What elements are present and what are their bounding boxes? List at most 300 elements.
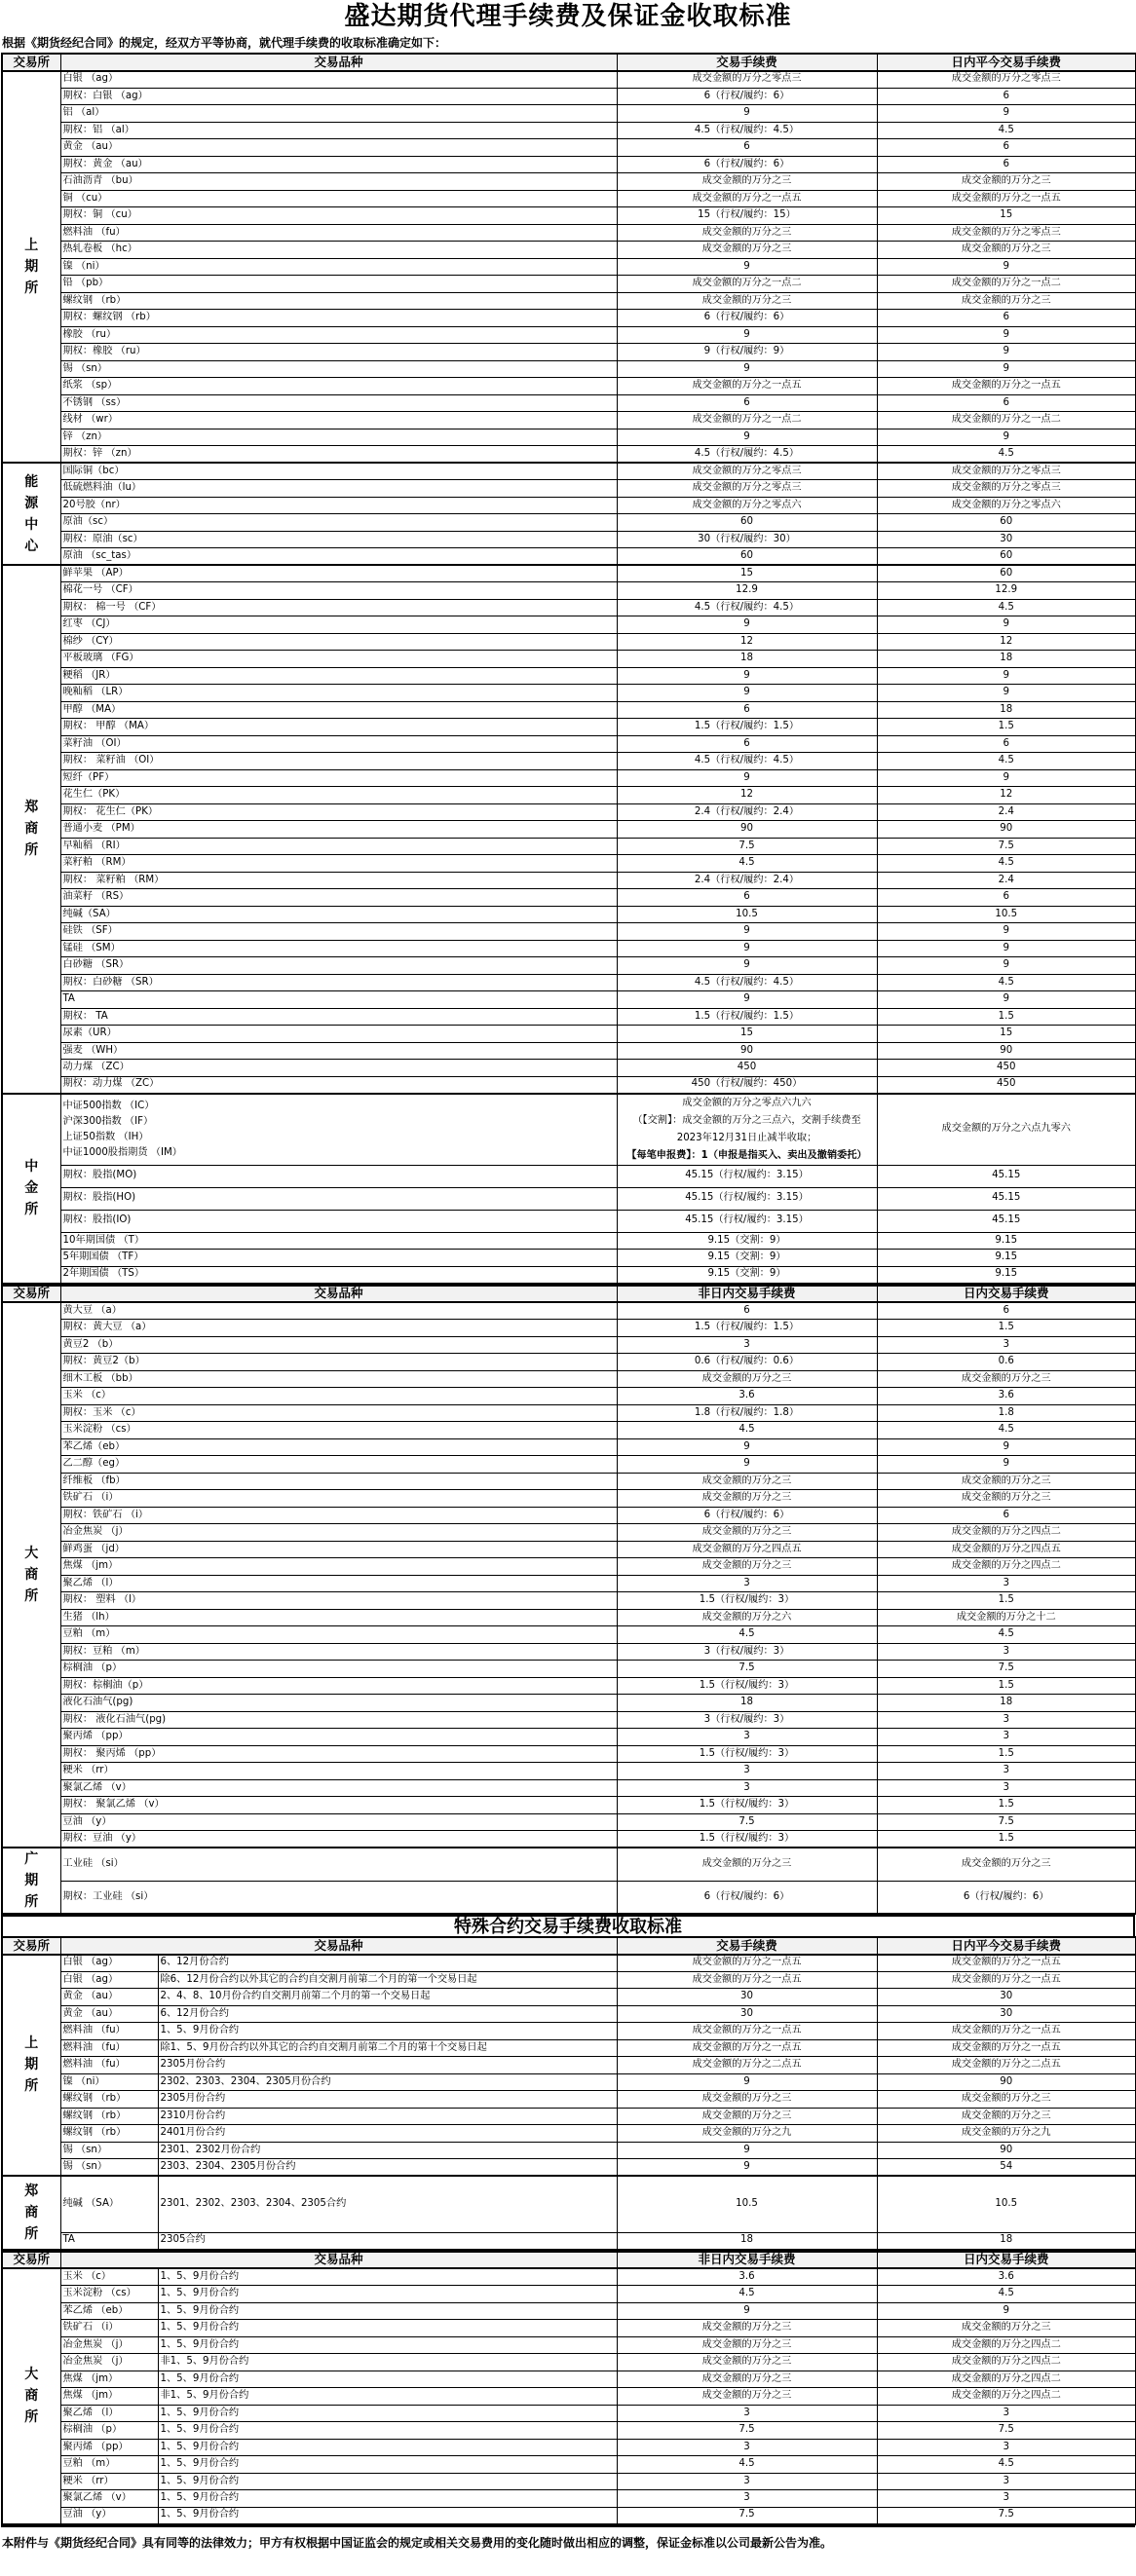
intraday-fee-value: 成交金额的万分之零点三 <box>877 224 1136 242</box>
product-name: 聚丙烯 （pp） <box>60 2439 158 2456</box>
intraday-fee-value: 7.5 <box>877 1661 1136 1678</box>
intraday-fee-value: 3 <box>877 2439 1136 2456</box>
product-name: 冶金焦炭 （j） <box>60 2336 158 2354</box>
intraday-fee-value: 60 <box>877 514 1136 532</box>
product-name: 热轧卷板 （hc） <box>60 242 617 259</box>
fee-value: 7.5 <box>617 838 877 855</box>
table-row <box>2 2142 1136 2159</box>
fee-value: 0.6（行权/履约：0.6） <box>617 1354 877 1371</box>
product-name: 线材 （wr） <box>60 412 617 429</box>
intraday-fee-value: 4.5 <box>877 2456 1136 2474</box>
fee-value: 6 <box>617 394 877 412</box>
fee-value: 9.15（交割：9） <box>617 1250 877 1267</box>
contract-scope: 1、5、9月份合约 <box>158 2507 617 2524</box>
fee-value: 9 <box>617 923 877 941</box>
section-dce <box>2 1302 1136 1848</box>
fee-value: 1.8（行权/履约：1.8） <box>617 1404 877 1422</box>
table-row <box>2 173 1136 191</box>
intraday-fee-value: 90 <box>877 1042 1136 1060</box>
table-row <box>2 753 1136 770</box>
fee-value: 9 <box>617 616 877 634</box>
product-name: 燃料油 （fu） <box>60 2023 158 2040</box>
table-row <box>2 582 1136 600</box>
intraday-fee-value: 成交金额的万分之四点五 <box>877 1541 1136 1558</box>
fee-value: 18 <box>617 1695 877 1712</box>
intraday-fee-value: 60 <box>877 548 1136 566</box>
header-exchange: 交易所 <box>2 2252 60 2269</box>
fee-value: 1.5（行权/履约：3） <box>617 1831 877 1848</box>
fee-value: 9（行权/履约：9） <box>617 344 877 361</box>
product-name: 锰硅 （SM） <box>60 940 617 957</box>
product-name: 生猪 （lh） <box>60 1609 617 1626</box>
table-row <box>2 719 1136 736</box>
table-row <box>2 1490 1136 1508</box>
fee-value: 4.5 <box>617 1626 877 1644</box>
intraday-fee-value: 9 <box>877 429 1136 446</box>
fee-value: 7.5 <box>617 2507 877 2524</box>
product-name: 铅 （pb） <box>60 276 617 293</box>
fee-value: 4.5 <box>617 2456 877 2474</box>
contract-scope: 1、5、9月份合约 <box>158 2302 617 2320</box>
fee-table-special-dce <box>1 2251 1136 2525</box>
contract-scope: 1、5、9月份合约 <box>158 2456 617 2474</box>
fee-value: 9 <box>617 2159 877 2177</box>
intraday-fee-value: 成交金额的万分之零点三 <box>877 480 1136 498</box>
product-name: 期权：黄豆2（b） <box>60 1354 617 1371</box>
intraday-fee-value: 10.5 <box>877 906 1136 923</box>
intraday-fee-value: 成交金额的万分之四点二 <box>877 1558 1136 1576</box>
table-row <box>2 2286 1136 2303</box>
intraday-fee-value: 7.5 <box>877 2507 1136 2524</box>
fee-value: 1.5（行权/履约：3） <box>617 1797 877 1814</box>
product-name: 豆粕 （m） <box>60 1626 617 1644</box>
table-row <box>2 2456 1136 2474</box>
fee-value: 10.5 <box>617 2176 877 2232</box>
product-name: 铝 （al） <box>60 105 617 123</box>
footer-note: 本附件与《期货经纪合同》具有同等的法律效力；甲方有权根据中国证监会的规定或相关交易费用的变化随时做出相应的调整，保证金标准以公司最新公告为准。 <box>1 2525 1135 2557</box>
contract-scope: 2301、2302月份合约 <box>158 2142 617 2159</box>
intraday-fee-value: 450 <box>877 1076 1136 1094</box>
intraday-fee-value: 18 <box>877 2232 1136 2250</box>
contract-scope: 1、5、9月份合约 <box>158 2268 617 2286</box>
intraday-fee-value: 成交金额的万分之三 <box>877 1370 1136 1388</box>
fee-line: 【每笔申报费】：1（申报是指买入、卖出及撤销委托） <box>626 1149 867 1161</box>
table-row <box>2 1729 1136 1746</box>
product-name: 10年期国债 （T） <box>60 1232 617 1250</box>
product-name: 期权： 甲醇 （MA） <box>60 719 617 736</box>
intraday-fee-value: 成交金额的万分之九 <box>877 2125 1136 2143</box>
fee-value: 30 <box>617 2005 877 2023</box>
table-row <box>2 1989 1136 2006</box>
table-row <box>2 1438 1136 1456</box>
table-row <box>2 2422 1136 2440</box>
table-row <box>2 1971 1136 1989</box>
header-product: 交易品种 <box>60 1286 617 1303</box>
table-row <box>2 2320 1136 2337</box>
table-row <box>2 139 1136 157</box>
intraday-fee-value: 0.6 <box>877 1354 1136 1371</box>
fee-value: 9.15（交割：9） <box>617 1232 877 1250</box>
table-row <box>2 2073 1136 2091</box>
fee-value: 12 <box>617 633 877 651</box>
intraday-fee-value: 3 <box>877 1575 1136 1592</box>
product-name: 期权： TA <box>60 1008 617 1026</box>
fee-value: 10.5 <box>617 906 877 923</box>
table-row <box>2 2490 1136 2508</box>
fee-value: 3（行权/履约：3） <box>617 1643 877 1661</box>
product-name: 菜籽油 （OI） <box>60 735 617 753</box>
intraday-fee-value: 9.15 <box>877 1250 1136 1267</box>
intraday-fee-value: 7.5 <box>877 1813 1136 1831</box>
fee-value: 3 <box>617 2405 877 2422</box>
contract-scope: 1、5、9月份合约 <box>158 2320 617 2337</box>
intraday-fee-value: 9 <box>877 769 1136 787</box>
table-row <box>2 1541 1136 1558</box>
contract-scope: 1、5、9月份合约 <box>158 2336 617 2354</box>
table-row <box>2 1456 1136 1474</box>
table-row <box>2 1711 1136 1729</box>
table-row <box>2 803 1136 821</box>
product-name: 不锈钢 （ss） <box>60 394 617 412</box>
contract-scope: 6、12月份合约 <box>158 2005 617 2023</box>
table-row <box>2 1422 1136 1439</box>
product-name: 白砂糖 （SR） <box>60 957 617 975</box>
table-row <box>2 787 1136 804</box>
table-row <box>2 2473 1136 2490</box>
product-name: 红枣 （CJ） <box>60 616 617 634</box>
fee-value: 3 <box>617 2439 877 2456</box>
fee-value: 3 <box>617 2473 877 2490</box>
intraday-fee-value: 9 <box>877 957 1136 975</box>
section-gfex <box>2 1848 1136 1914</box>
intraday-fee-value: 3 <box>877 1779 1136 1797</box>
fee-value: 4.5 <box>617 2286 877 2303</box>
fee-value: 6（行权/履约：6） <box>617 88 877 105</box>
table-row <box>2 446 1136 464</box>
intraday-fee-value: 6 <box>877 88 1136 105</box>
product-name: 普通小麦 （PM） <box>60 821 617 839</box>
product-name: 锡 （sn） <box>60 2142 158 2159</box>
fee-value: 6（行权/履约：6） <box>617 1881 877 1914</box>
product-name: 低硫燃料油（lu） <box>60 480 617 498</box>
table-row <box>2 190 1136 207</box>
table-row <box>2 957 1136 975</box>
table-row <box>2 685 1136 702</box>
table-row <box>2 1354 1136 1371</box>
fee-value: 9 <box>617 991 877 1009</box>
fee-value: 9 <box>617 685 877 702</box>
fee-value: 9 <box>617 667 877 685</box>
table-row <box>2 2268 1136 2286</box>
header-fee: 非日内交易手续费 <box>617 2252 877 2269</box>
header-product: 交易品种 <box>60 54 617 71</box>
product-name: 螺纹钢 （rb） <box>60 2091 158 2109</box>
product-name: 期权：黄金 （au） <box>60 156 617 173</box>
fee-value: 6（行权/履约：6） <box>617 156 877 173</box>
table-row <box>2 1026 1136 1043</box>
intraday-fee-value: 4.5 <box>877 2286 1136 2303</box>
intraday-fee-value: 成交金额的万分之三 <box>877 2091 1136 2109</box>
fee-value: 2.4（行权/履约：2.4） <box>617 803 877 821</box>
product-name: 上证50指数 （IH） <box>62 1131 149 1142</box>
fee-value: 成交金额的万分之二点五 <box>617 2057 877 2074</box>
product-name: 晚籼稻 （LR） <box>60 685 617 702</box>
contract-scope: 除1、5、9月份合约以外其它的合约自交割月前第二个月的第十个交易日起 <box>158 2039 617 2057</box>
section-cffex <box>2 1094 1136 1284</box>
product-name: 聚氯乙烯 （v） <box>60 2490 158 2508</box>
fee-value: 6 <box>617 1302 877 1320</box>
table-row <box>2 2439 1136 2456</box>
intraday-fee-value: 3 <box>877 2490 1136 2508</box>
table-row <box>2 360 1136 378</box>
intraday-fee-value: 成交金额的万分之一点五 <box>877 378 1136 395</box>
fee-value: 成交金额的万分之零点六 <box>617 497 877 514</box>
contract-scope: 2、4、8、10月份合约自交割月前第二个月的第一个交易日起 <box>158 1989 617 2006</box>
table-row <box>2 1042 1136 1060</box>
product-name: 聚氯乙烯 （v） <box>60 1779 617 1797</box>
fee-value: 1.5（行权/履约：1.5） <box>617 1008 877 1026</box>
table-row <box>2 548 1136 566</box>
table-row <box>2 88 1136 105</box>
fee-value: 成交金额的万分之三 <box>617 2108 877 2125</box>
product-name: 动力煤 （ZC） <box>60 1060 617 1077</box>
contract-scope: 非1、5、9月份合约 <box>158 2354 617 2371</box>
table-row <box>2 1661 1136 1678</box>
table-row <box>2 855 1136 873</box>
fee-value: 450（行权/履约：450） <box>617 1076 877 1094</box>
product-name: 期权：原油（sc） <box>60 531 617 548</box>
table-row <box>2 1881 1136 1914</box>
table-row <box>2 480 1136 498</box>
product-name: 期权： 塑料 （l） <box>60 1592 617 1610</box>
fee-value: 90 <box>617 821 877 839</box>
fee-value: 6 <box>617 735 877 753</box>
fee-value: 成交金额的万分之三 <box>617 1558 877 1576</box>
intraday-fee-value: 成交金额的万分之一点二 <box>877 276 1136 293</box>
table-row <box>2 310 1136 327</box>
table-row <box>2 1404 1136 1422</box>
intraday-fee-value: 9 <box>877 991 1136 1009</box>
product-name: 20号胶（nr） <box>60 497 617 514</box>
table-row <box>2 701 1136 719</box>
product-name: 纸浆 （sp） <box>60 378 617 395</box>
table-row <box>2 1473 1136 1490</box>
intraday-fee-value: 6 <box>877 394 1136 412</box>
table-row <box>2 1695 1136 1712</box>
table-row <box>2 1008 1136 1026</box>
fee-value: 成交金额的万分之一点五 <box>617 1971 877 1989</box>
intraday-fee-value: 9 <box>877 923 1136 941</box>
table-row <box>2 1266 1136 1284</box>
product-name: 玉米淀粉 （cs） <box>60 2286 158 2303</box>
table-row <box>2 1592 1136 1610</box>
product-name: 沪深300指数 （IF） <box>62 1115 154 1127</box>
product-name: 期权：豆油 （y） <box>60 1831 617 1848</box>
fee-table-main <box>1 53 1136 1285</box>
table-row <box>2 821 1136 839</box>
fee-value: 9 <box>617 1456 877 1474</box>
header-exchange: 交易所 <box>2 1937 60 1955</box>
intraday-fee-value: 成交金额的万分之零点三 <box>877 463 1136 480</box>
intraday-fee-value: 450 <box>877 1060 1136 1077</box>
intraday-fee-value: 1.5 <box>877 1831 1136 1848</box>
product-name: 花生仁（PK） <box>60 787 617 804</box>
product-name: 黄豆2 （b） <box>60 1336 617 1354</box>
product-name: 期权：玉米 （c） <box>60 1404 617 1422</box>
intraday-fee-value: 1.5 <box>877 1797 1136 1814</box>
fee-value: 成交金额的万分之一点二 <box>617 412 877 429</box>
contract-scope: 2310月份合约 <box>158 2108 617 2125</box>
intraday-fee-value: 9 <box>877 326 1136 344</box>
fee-value: 45.15（行权/履约：3.15） <box>617 1210 877 1232</box>
intraday-fee-value: 成交金额的万分之四点二 <box>877 2336 1136 2354</box>
intraday-fee-value: 2.4 <box>877 872 1136 889</box>
intraday-fee-value: 3 <box>877 1336 1136 1354</box>
fee-value: 成交金额的万分之三 <box>617 2320 877 2337</box>
product-name: 铁矿石 （i） <box>60 1490 617 1508</box>
product-name: 期权： 液化石油气(pg) <box>60 1711 617 1729</box>
intraday-fee-value: 9 <box>877 685 1136 702</box>
table-row <box>2 2388 1136 2406</box>
fee-value: 4.5 <box>617 1422 877 1439</box>
product-name: 期权：棕榈油（p） <box>60 1677 617 1695</box>
fee-value: 9 <box>617 429 877 446</box>
table-row <box>2 1388 1136 1405</box>
fee-value: 6（行权/履约：6） <box>617 1507 877 1524</box>
contract-scope: 2301、2302、2303、2304、2305合约 <box>158 2176 617 2232</box>
table-row <box>2 1060 1136 1077</box>
product-name: 聚丙烯 （pp） <box>60 1729 617 1746</box>
fee-value: 成交金额的万分之三 <box>617 2371 877 2388</box>
intraday-fee-value: 成交金额的万分之四点二 <box>877 2388 1136 2406</box>
fee-value: 9 <box>617 2142 877 2159</box>
fee-value: 9 <box>617 326 877 344</box>
table-row <box>2 122 1136 139</box>
table-row <box>2 1370 1136 1388</box>
fee-value: 成交金额的万分之三 <box>617 2091 877 2109</box>
product-name: 强麦 （WH） <box>60 1042 617 1060</box>
contract-scope: 2305月份合约 <box>158 2091 617 2109</box>
intraday-fee-value: 成交金额的万分之零点三 <box>877 71 1136 89</box>
exchange-label: 能源中心 <box>2 463 60 565</box>
fee-value: 4.5（行权/履约：4.5） <box>617 599 877 616</box>
fee-value: 成交金额的万分之六 <box>617 1609 877 1626</box>
fee-value: 1.5（行权/履约：3） <box>617 1677 877 1695</box>
table-row <box>2 207 1136 225</box>
table-row <box>2 1232 1136 1250</box>
product-name: 白银 （ag） <box>60 1955 158 1972</box>
table-row <box>2 378 1136 395</box>
intraday-fee-value: 3 <box>877 2473 1136 2490</box>
table-row <box>2 889 1136 907</box>
table-row <box>2 258 1136 276</box>
fee-value: 18 <box>617 651 877 668</box>
table-row <box>2 1609 1136 1626</box>
intraday-fee-value: 9 <box>877 1438 1136 1456</box>
fee-line: （【交割】：成交金额的万分之三点六，交割手续费至 <box>632 1114 861 1126</box>
exchange-label: 广期所 <box>2 1848 60 1914</box>
intraday-fee-value: 30 <box>877 1989 1136 2006</box>
intraday-fee-value: 成交金额的万分之四点二 <box>877 1524 1136 1542</box>
intraday-fee-value: 60 <box>877 565 1136 582</box>
table-row <box>2 242 1136 259</box>
exchange-label-cffex: 中金所 <box>2 1094 60 1284</box>
fee-value: 成交金额的万分之三 <box>617 224 877 242</box>
fee-value: 4.5（行权/履约：4.5） <box>617 446 877 464</box>
table-row <box>2 156 1136 173</box>
intraday-fee-value: 9 <box>877 344 1136 361</box>
product-name: 中证500指数 （IC） <box>62 1100 155 1111</box>
intraday-fee-value: 成交金额的万分之一点五 <box>877 2039 1136 2057</box>
product-name: 苯乙烯 （eb） <box>60 2302 158 2320</box>
table-row <box>2 974 1136 991</box>
fee-value: 成交金额的万分之一点五 <box>617 190 877 207</box>
product-name: 冶金焦炭 （j） <box>60 1524 617 1542</box>
intraday-fee-value: 成交金额的万分之十二 <box>877 1609 1136 1626</box>
fee-value: 9 <box>617 2302 877 2320</box>
table-row <box>2 565 1136 582</box>
fee-value: 9 <box>617 957 877 975</box>
contract-scope: 1、5、9月份合约 <box>158 2473 617 2490</box>
fee-value: 成交金额的万分之三 <box>617 1490 877 1508</box>
fee-value: 9 <box>617 2073 877 2091</box>
product-name: 黄金 （au） <box>60 1989 158 2006</box>
fee-value: 45.15（行权/履约：3.15） <box>617 1187 877 1210</box>
table-row <box>2 1302 1136 1320</box>
table-row <box>2 2354 1136 2371</box>
contract-scope: 1、5、9月份合约 <box>158 2439 617 2456</box>
product-name: 锡 （sn） <box>60 2159 158 2177</box>
contract-scope: 2401月份合约 <box>158 2125 617 2143</box>
product-name: 原油 （sc_tas） <box>60 548 617 566</box>
product-name: 燃料油 （fu） <box>60 224 617 242</box>
intraday-fee-value: 1.8 <box>877 1404 1136 1422</box>
table-row <box>2 1250 1136 1267</box>
fee-value: 3（行权/履约：3） <box>617 1711 877 1729</box>
table-row <box>2 1320 1136 1337</box>
product-name: 甲醇 （MA） <box>60 701 617 719</box>
intraday-fee-value: 15 <box>877 207 1136 225</box>
fee-value: 成交金额的万分之三 <box>617 242 877 259</box>
fee-value: 4.5（行权/履约：4.5） <box>617 974 877 991</box>
product-name: 期权：橡胶 （ru） <box>60 344 617 361</box>
table-row <box>2 2159 1136 2177</box>
intraday-fee-value: 9 <box>877 2302 1136 2320</box>
fee-value: 30 <box>617 1989 877 2006</box>
intraday-fee-value: 1.5 <box>877 1008 1136 1026</box>
fee-value: 15 <box>617 1026 877 1043</box>
intraday-fee-value: 12 <box>877 633 1136 651</box>
table-row <box>2 1643 1136 1661</box>
intraday-fee-value: 3.6 <box>877 2268 1136 2286</box>
product-name: 期权： 菜籽油 （OI） <box>60 753 617 770</box>
product-name: 期权：股指(HO) <box>60 1187 617 1210</box>
fee-value: 成交金额的万分之一点二 <box>617 276 877 293</box>
section-shfe <box>2 71 1136 464</box>
table-row <box>2 838 1136 855</box>
product-name: 期权： 花生仁（PK） <box>60 803 617 821</box>
fee-value: 成交金额的万分之三 <box>617 173 877 191</box>
product-name: 焦煤 （jm） <box>60 2371 158 2388</box>
fee-value: 成交金额的万分之三 <box>617 1848 877 1881</box>
intraday-fee-value: 1.5 <box>877 1592 1136 1610</box>
contract-scope: 1、5、9月份合约 <box>158 2422 617 2440</box>
fee-value: 成交金额的万分之三 <box>617 2354 877 2371</box>
header-intraday-fee: 日内交易手续费 <box>877 1286 1136 1303</box>
table-row <box>2 2039 1136 2057</box>
intraday-fee-value: 3 <box>877 1643 1136 1661</box>
intraday-fee-value: 18 <box>877 1695 1136 1712</box>
